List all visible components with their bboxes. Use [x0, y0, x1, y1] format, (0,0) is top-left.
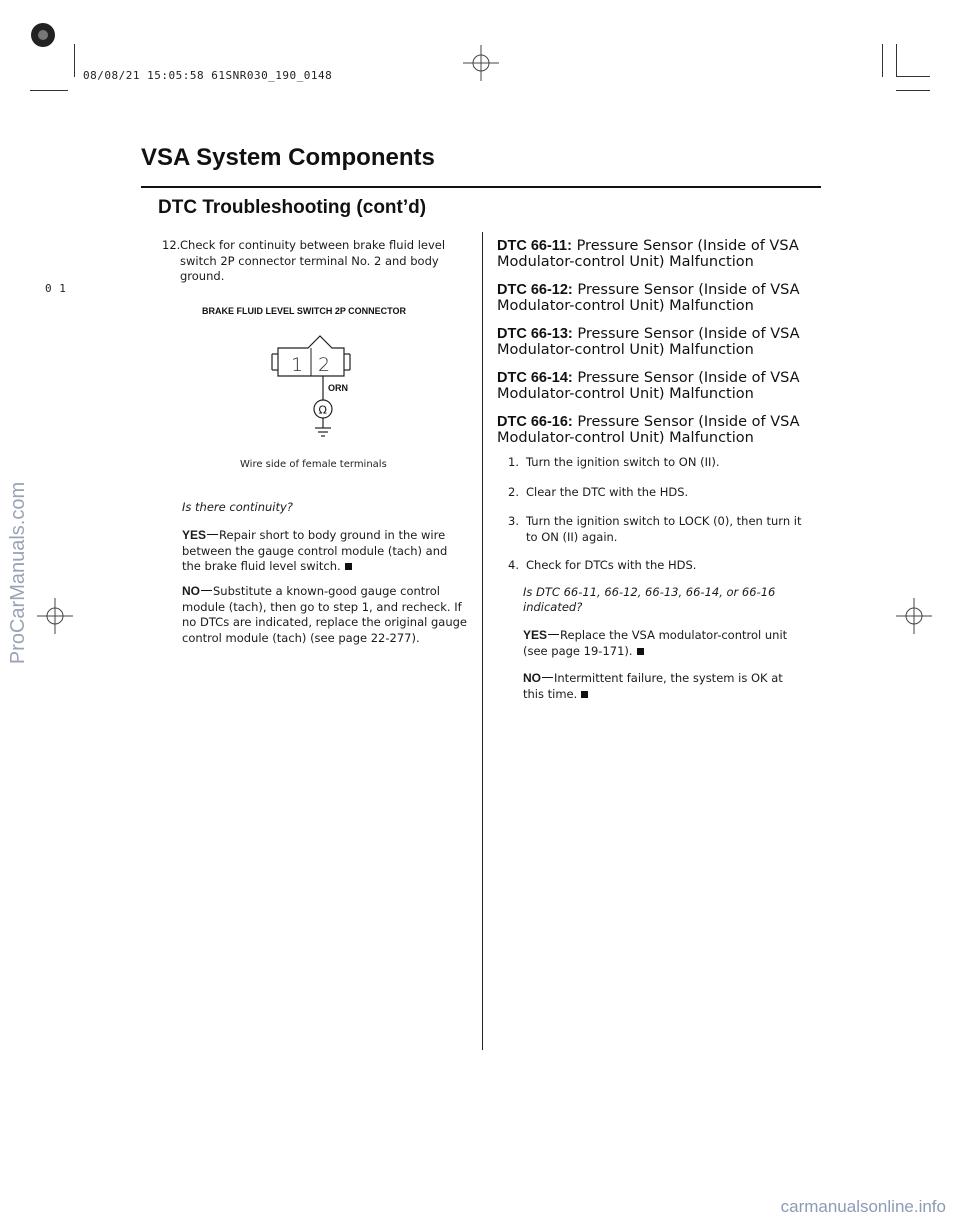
yes-text: Repair short to body ground in the wire between the gauge control module (tach) and the brake fluid level switch.: [182, 528, 448, 573]
no-text: Intermittent failure, the system is OK at this time.: [523, 671, 783, 701]
dtc-desc: Pressure Sensor (Inside of VSA: [576, 238, 799, 254]
registration-crosshair-top: [463, 45, 499, 81]
step-number: 12.: [162, 238, 181, 252]
dtc-list: [497, 238, 817, 446]
diagram-caption: Wire side of female terminals: [240, 459, 387, 470]
step-4: [508, 558, 808, 574]
dtc-entry: [497, 370, 817, 402]
wire-color-label: ORN: [328, 383, 348, 393]
no-label: NO: [182, 584, 200, 598]
end-square-icon: [581, 691, 588, 698]
dtc-desc-cont: Modulator-control Unit) Malfunction: [497, 298, 754, 314]
dtc-desc-cont: Modulator-control Unit) Malfunction: [497, 254, 754, 270]
crop-mark: [30, 90, 68, 91]
step-number: 2.: [508, 485, 519, 499]
crop-mark: [74, 44, 75, 77]
step-text: Turn the ignition switch to ON (II).: [526, 455, 720, 469]
left-yes-answer: [182, 528, 467, 575]
terminal-2-label: 2: [318, 354, 331, 376]
registration-crosshair-left: [37, 598, 73, 634]
dtc-desc: Pressure Sensor (Inside of VSA: [577, 414, 800, 430]
step-text: Turn the ignition switch to LOCK (0), then turn it to ON (II) again.: [526, 514, 802, 544]
left-question: Is there continuity?: [182, 500, 293, 514]
margin-mark: 0 1: [45, 282, 67, 295]
dtc-desc-cont: Modulator-control Unit) Malfunction: [497, 342, 754, 358]
left-no-answer: [182, 584, 467, 646]
dtc-entry: [497, 282, 817, 314]
no-text: Substitute a known-good gauge control module (tach), then go to step 1, and recheck. If no DTCs are indicated, replace the original gauge control module (tach) (see page 22-277).: [182, 584, 467, 645]
dtc-entry: [497, 238, 817, 270]
ohm-icon: Ω: [318, 403, 327, 417]
column-divider: [482, 232, 483, 1050]
dtc-code: DTC 66-12:: [497, 282, 573, 298]
step-1: [508, 455, 808, 471]
dtc-entry: [497, 326, 817, 358]
step-12: [162, 238, 462, 285]
yes-text: Replace the VSA modulator-control unit (see page 19-171).: [523, 628, 788, 658]
step-3: [508, 514, 808, 545]
dash-icon: [201, 590, 212, 591]
registration-target-top-left-inner: [38, 30, 48, 40]
step-2: [508, 485, 808, 501]
print-stamp: 08/08/21 15:05:58 61SNR030_190_0148: [83, 69, 333, 82]
step-text: Check for DTCs with the HDS.: [526, 558, 697, 572]
step-number: 4.: [508, 558, 519, 572]
dtc-desc: Pressure Sensor (Inside of VSA: [577, 326, 800, 342]
crop-mark: [882, 44, 883, 77]
step-number: 1.: [508, 455, 519, 469]
diagram-title: BRAKE FLUID LEVEL SWITCH 2P CONNECTOR: [202, 306, 407, 316]
yes-label: YES: [182, 528, 207, 542]
section-title: DTC Troubleshooting (cont’d): [158, 197, 427, 218]
header-rule: [141, 186, 821, 188]
footer-watermark[interactable]: carmanualsonline.info: [780, 1197, 946, 1216]
step-text: Check for continuity between brake fluid level switch 2P connector terminal No. 2 and body ground.: [180, 238, 446, 283]
side-watermark[interactable]: ProCarManuals.com: [7, 481, 29, 665]
crop-mark: [896, 76, 930, 77]
connector-diagram: [268, 328, 378, 440]
yes-label: YES: [523, 628, 548, 642]
dtc-desc: Pressure Sensor (Inside of VSA: [577, 282, 800, 298]
dtc-entry: [497, 414, 817, 446]
terminal-1-label: 1: [291, 354, 304, 376]
dash-icon: [542, 677, 553, 678]
dash-icon: [207, 534, 218, 535]
dtc-code: DTC 66-11:: [497, 238, 572, 254]
step-number: 3.: [508, 514, 519, 528]
registration-crosshair-right: [896, 598, 932, 634]
right-no-answer: [523, 671, 798, 702]
end-square-icon: [637, 648, 644, 655]
dtc-desc: Pressure Sensor (Inside of VSA: [577, 370, 800, 386]
end-square-icon: [345, 563, 352, 570]
dtc-code: DTC 66-13:: [497, 326, 573, 342]
no-label: NO: [523, 671, 541, 685]
step-text: Clear the DTC with the HDS.: [526, 485, 689, 499]
dtc-desc-cont: Modulator-control Unit) Malfunction: [497, 430, 754, 446]
dtc-desc-cont: Modulator-control Unit) Malfunction: [497, 386, 754, 402]
dtc-code: DTC 66-14:: [497, 370, 573, 386]
page-title: VSA System Components: [141, 144, 435, 171]
crop-mark: [896, 44, 897, 77]
right-yes-answer: [523, 628, 798, 659]
right-question: Is DTC 66-11, 66-12, 66-13, 66-14, or 66-16 indicated?: [523, 585, 776, 614]
dtc-code: DTC 66-16:: [497, 414, 573, 430]
crop-mark: [896, 90, 930, 91]
dash-icon: [548, 634, 559, 635]
